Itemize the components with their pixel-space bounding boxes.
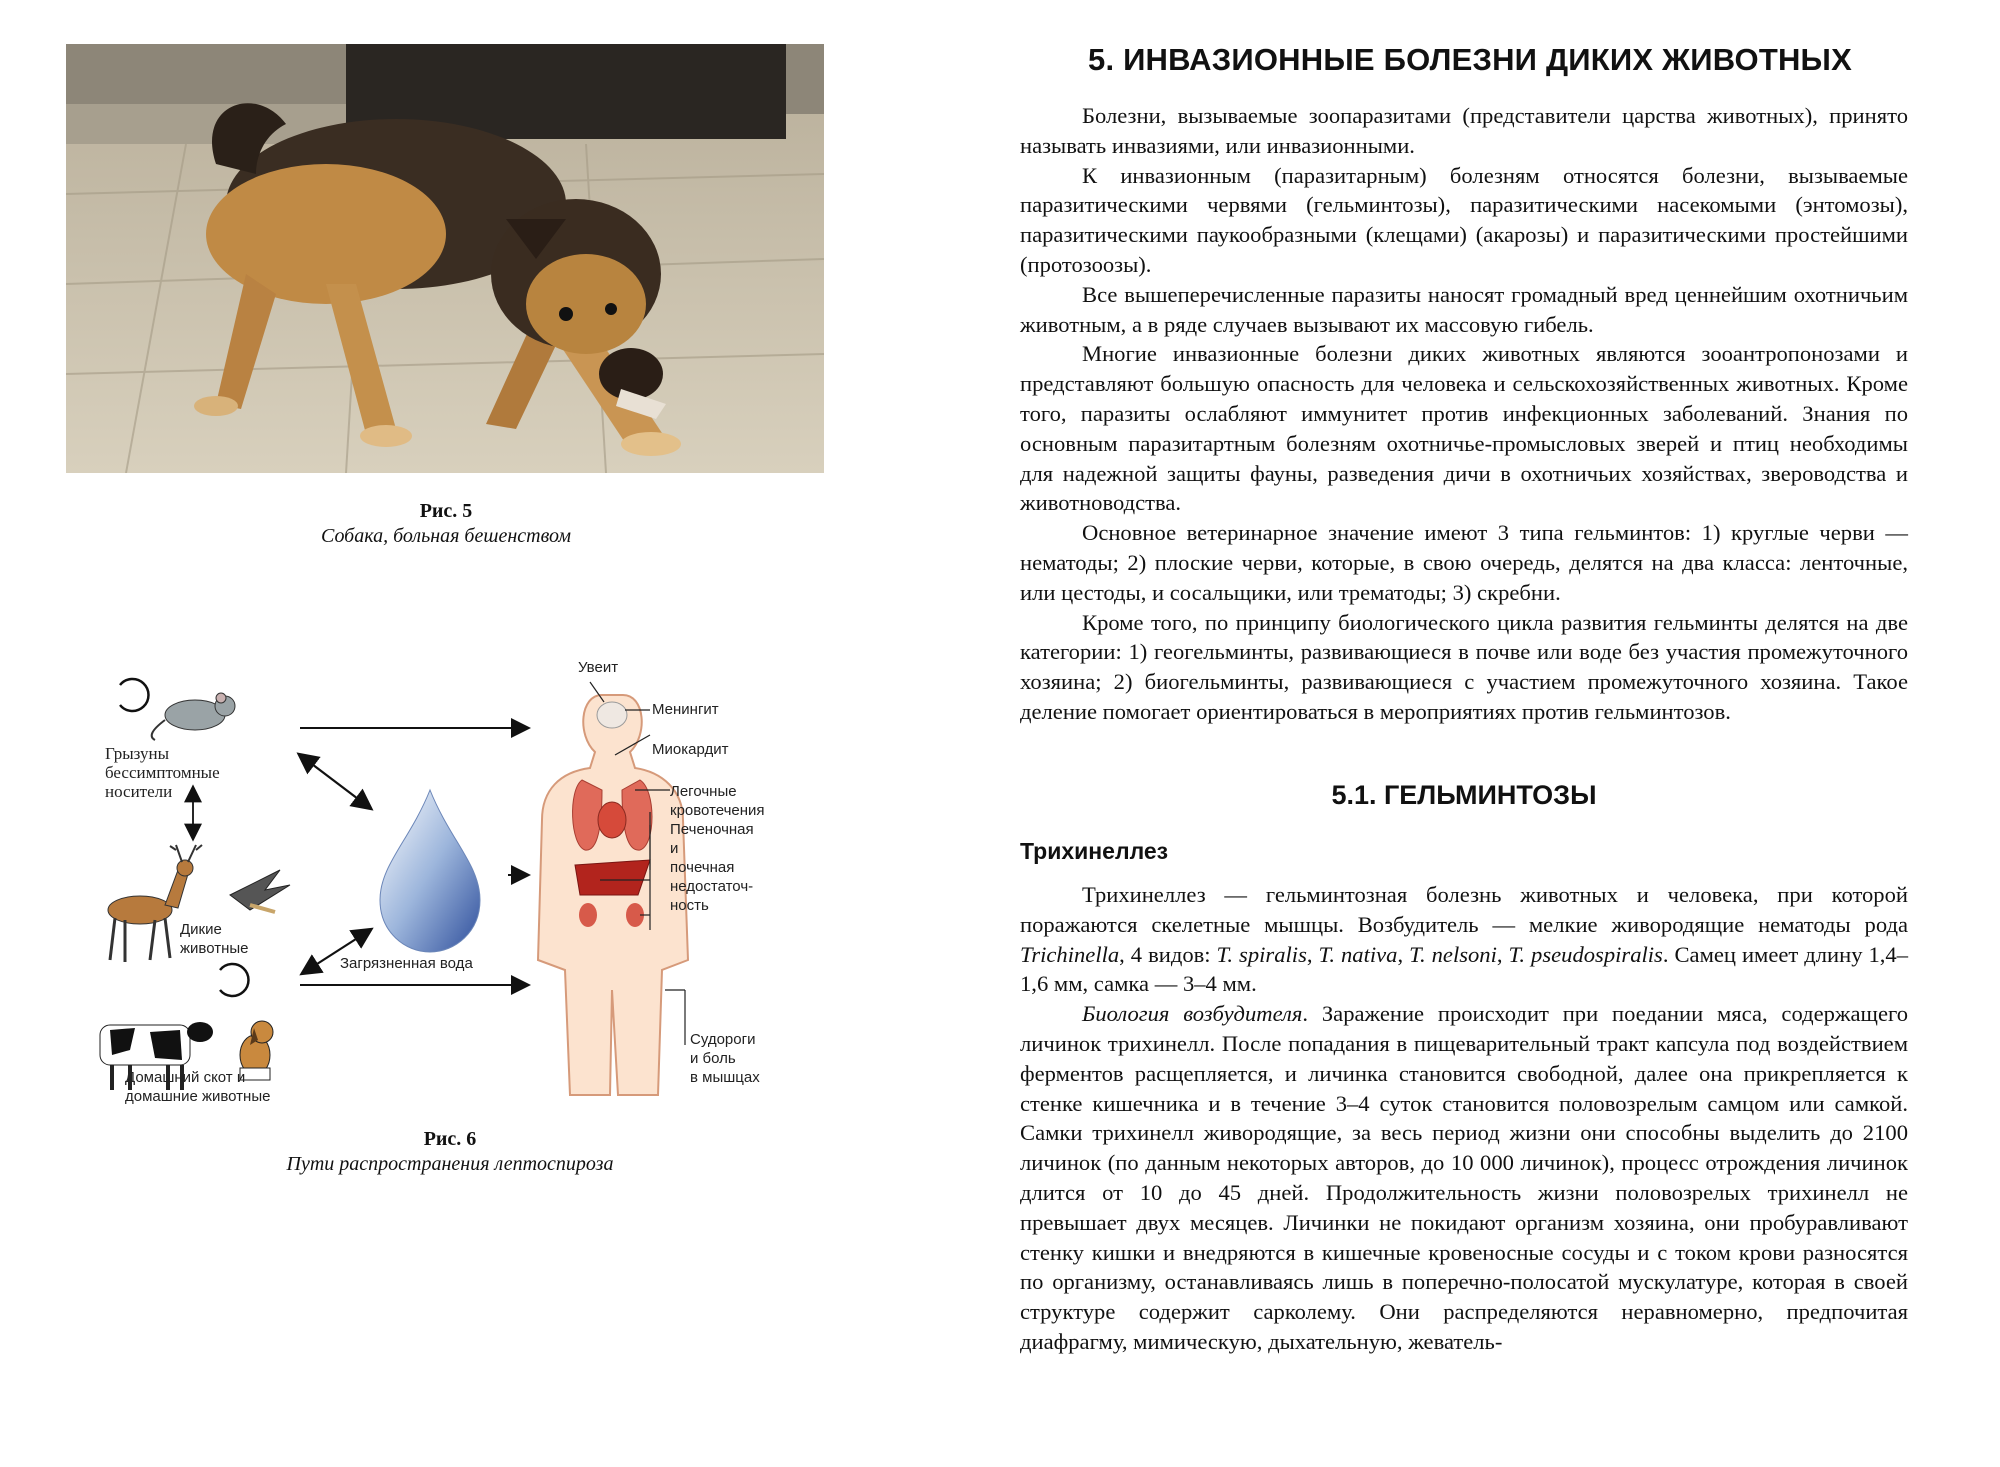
chapter-intro [1020, 101, 1908, 727]
label-liver-line3: почечная [670, 859, 735, 876]
figure-6-description: Пути распространения лептоспироза [286, 1153, 614, 1175]
run-in-heading: Биология возбудителя [1082, 1001, 1303, 1027]
label-meningitis: Менингит [652, 701, 719, 718]
label-domestic-line2: домашние животные [125, 1088, 271, 1105]
label-muscle-pain [690, 1030, 760, 1087]
paragraph: Кроме того, по принципу биологического цикла развития гельминты делятся на две категории: 1) геогельминты, развивающиеся в почве или воде без участия промежуточного хозяина; 2) биогельминты, развивающиеся с участием промежуточного хозяина. Такое деление помогает ориентироваться в мероприятиях против гельминтозов. [1020, 609, 1908, 724]
label-liver-line5: ность [670, 897, 709, 914]
leptospirosis-diagram [90, 640, 810, 1110]
paragraph: Болезни, вызываемые зоопаразитами (представители царства животных), принято называть инвазиями, или инвазионными. [1020, 103, 1908, 158]
water-drop-icon [380, 790, 480, 952]
label-muscle-line3: в мышцах [690, 1069, 760, 1086]
label-liver-line4: недостаточ- [670, 878, 754, 895]
species-name: T. spiralis [1216, 941, 1307, 967]
genus-name: Trichinella [1020, 941, 1120, 967]
trichinellosis-text [1020, 880, 1908, 1357]
figure-5-description: Собака, больная бешенством [320, 525, 572, 547]
text-run: Трихинеллез — гельминтозная болезнь животных и человека, при которой поражаются скелетные мышцы. Возбудитель — мелкие живородящие нематоды рода [1020, 882, 1908, 937]
label-rodents [105, 744, 220, 801]
arrow-rodents-water [300, 755, 370, 808]
paragraph: Основное ветеринарное значение имеют 3 типа гельминтов: 1) круглые черви — нематоды; 2) плоские черви, которые, в свою очередь, делятся на два класса: ленточные, или цестоды, и сосальщики, или трематоды; 3) скребни. [1020, 520, 1908, 605]
species-name: T. nativa [1318, 941, 1398, 967]
paragraph [1020, 999, 1908, 1357]
text-run: . Заражение происходит при поедании мяса, содержащего личинок трихинелл. После попадания в пищеварительный тракт капсула под воздействием ферментов расщепляется, и личинка становится свободной, далее она прикрепляется к стенке кишечника и в течение 3–4 суток становится половозрелым самцом или самкой. Самки трихинелл живородящие, за весь период жизни они способны выделить до 2100 личинок (по данным некоторых авторов, до 10 000 личинок), процесс отрождения личинок длится от 10 до 45 дней. Продолжительность жизни половозрелых трихинелл не превышает двух месяцев. Личинки не покидают организм хозяина, они пробуравливают стенку кишки и внедряются в кишечные кровеносные сосуды и с током крови разносятся по организму, останавливаясь лишь в поперечно-полосатой мускулатуре, которая в своей структуре содержит сарколему. Они распределяются неравномерно, предпочитая диафрагму, мимическую, дыхательную, жеватель- [1020, 1001, 1908, 1354]
label-uveitis: Увеит [578, 659, 619, 676]
rabid-dog-photo [66, 44, 824, 473]
section-title: 5.1. ГЕЛЬМИНТОЗЫ [1331, 780, 1597, 810]
label-liver-kidney-failure [670, 820, 754, 915]
figure-6-title: Рис. 6 [423, 1128, 477, 1150]
dog-illustration [66, 44, 824, 473]
label-lung-bleeding [670, 782, 765, 820]
label-wild-line1: Дикие [180, 921, 222, 938]
label-domestic-animals [125, 1068, 270, 1106]
label-myocarditis: Миокардит [652, 741, 729, 758]
text-run: , [1306, 941, 1319, 967]
paragraph: Все вышеперечисленные паразиты наносят громадный вред ценнейшим охотничьим животным, а в ряде случаев вызывают их массовую гибель. [1020, 281, 1908, 337]
figure-5-title: Рис. 5 [419, 500, 473, 522]
species-name: T. pseudospiralis [1508, 941, 1663, 967]
rat-icon [152, 693, 235, 740]
paragraph [1020, 880, 1908, 999]
chapter-title: 5. ИНВАЗИОННЫЕ БОЛЕЗНИ ДИКИХ ЖИВОТНЫХ [1088, 42, 1852, 77]
label-liver-line2: и [670, 840, 679, 857]
label-rodents-line1: Грызуны [105, 744, 170, 763]
label-muscle-line2: и боль [690, 1050, 736, 1067]
label-lung-line1: Легочные [670, 783, 737, 800]
label-rodents-line3: носители [105, 782, 173, 801]
label-liver-line1: Печеночная [670, 821, 754, 838]
text-run: . Самец имеет длину 1,4–1,6 мм, самка — 3–4 мм. [1020, 941, 1909, 997]
label-muscle-line1: Судороги [690, 1031, 756, 1048]
text-run: , [1397, 941, 1410, 967]
label-contaminated-water: Загрязненная вода [340, 955, 473, 972]
text-run: , 4 видов: [1119, 941, 1217, 967]
figure-5-caption [266, 500, 626, 548]
paragraph: Многие инвазионные болезни диких животных являются зооантропонозами и представляют большую опасность для человека и сельскохозяйственных животных. Кроме того, паразиты ослабляют иммунитет против инфекционных заболеваний. Знания по основным паразитартным болезням охотничье-промысловых зверей и птиц необходимы для надежной защиты фауны, разведения дичи в охотничьих хозяйствах, звероводства и животноводства. [1020, 341, 1908, 516]
figure-6-caption [200, 1128, 700, 1176]
bird-icon [230, 870, 290, 912]
cycle-arrow-rodents [120, 679, 148, 711]
cycle-arrow-wild [220, 964, 248, 996]
label-wild-animals [180, 920, 249, 958]
label-wild-line2: животные [180, 940, 249, 957]
subsection-title: Трихинеллез [1020, 838, 1169, 864]
species-name: T. nelsoni [1409, 941, 1497, 967]
paragraph: К инвазионным (паразитарным) болезням относятся болезни, вызываемые паразитическими червями (гельминтозы), паразитическими насекомыми (энтомозы), паразитическими паукообразными (клещами) (акарозы) и паразитическими простейшими (протозоозы). [1020, 162, 1908, 277]
label-domestic-line1: Домашний скот и [125, 1069, 246, 1086]
text-run: , [1496, 941, 1509, 967]
label-lung-line2: кровотечения [670, 802, 765, 819]
label-rodents-line2: бессимптомные [105, 763, 220, 782]
